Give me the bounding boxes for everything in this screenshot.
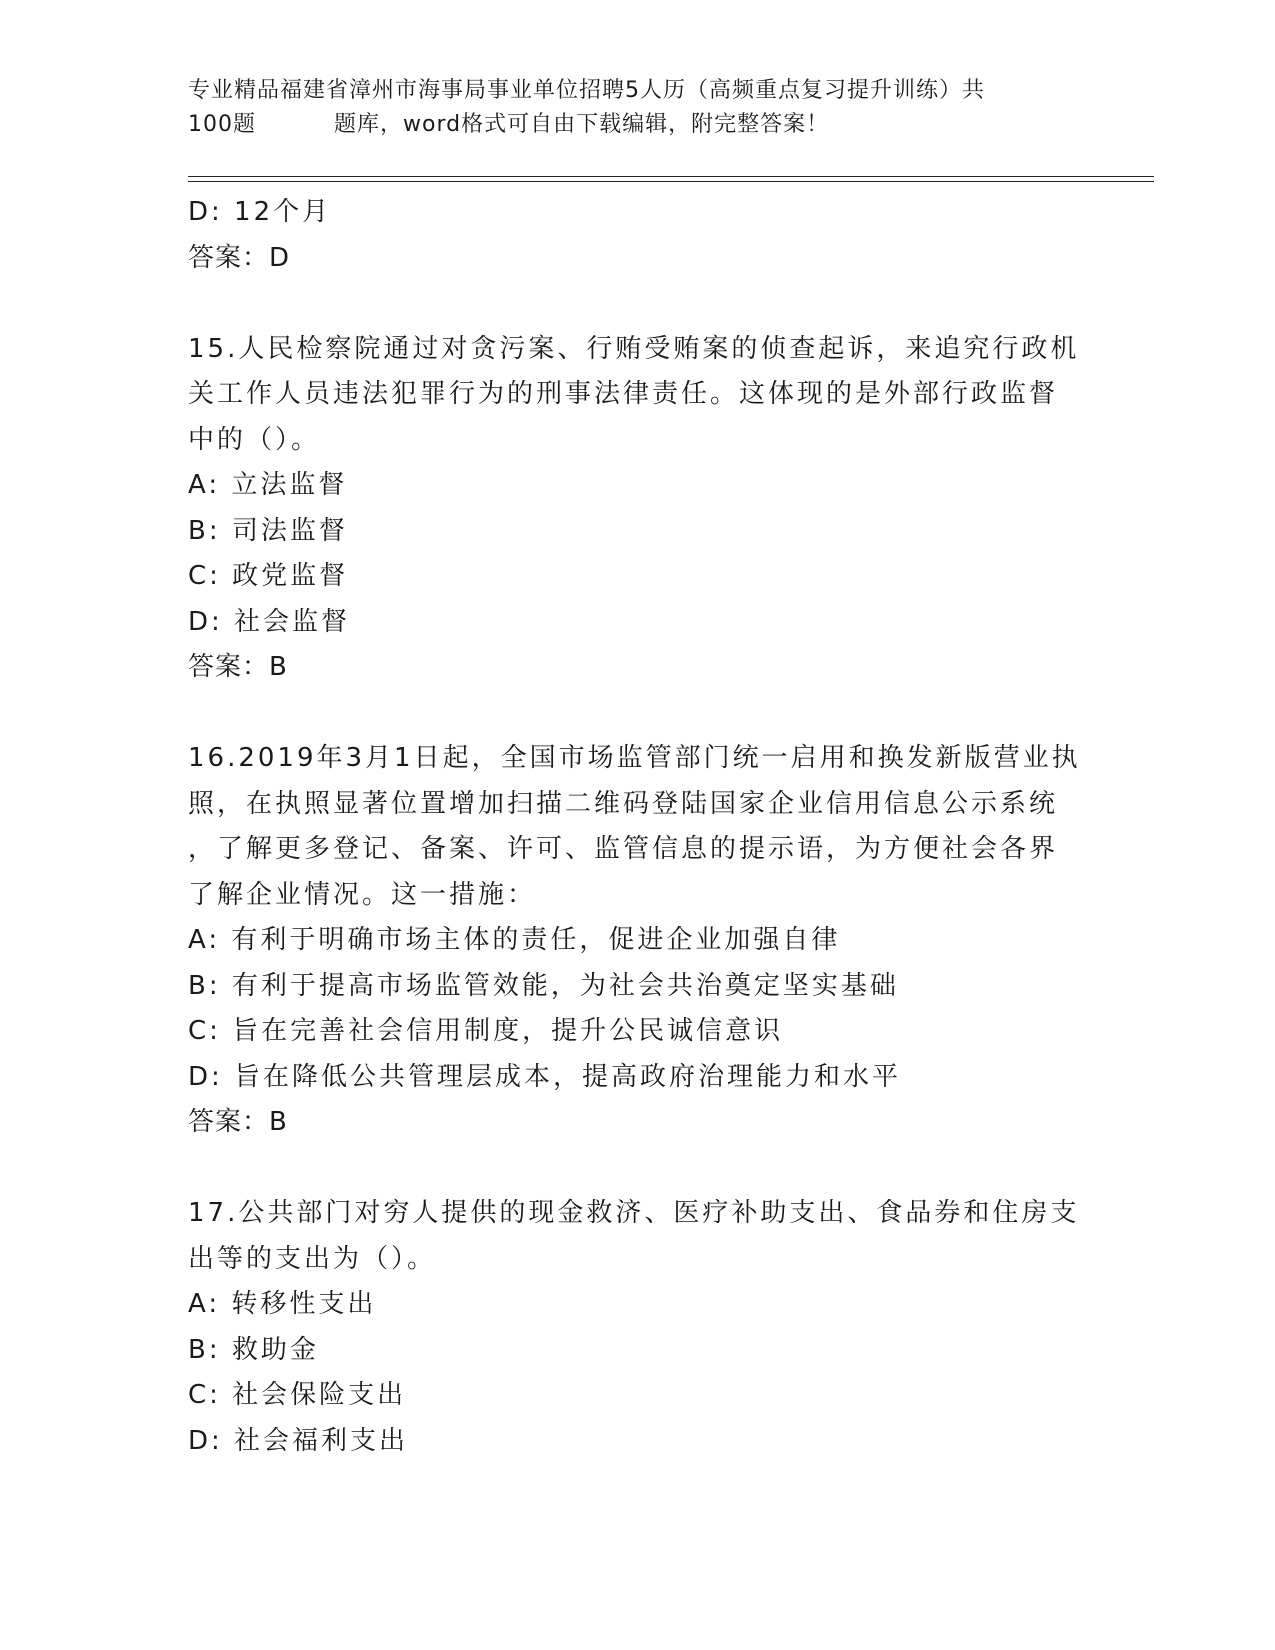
option-b: B: 有利于提高市场监管效能，为社会共治奠定坚实基础: [188, 970, 899, 1001]
header-line-2: [188, 108, 1088, 142]
option-c: C: 政党监督: [188, 561, 349, 591]
option-d: D: 社会福利支出: [188, 1425, 409, 1456]
header-line-1: 专业精品福建省漳州市海事局事业单位招聘5人历（高频重点复习提升训练）共: [188, 78, 985, 103]
question-15: [188, 327, 1108, 691]
option-a: A: 转移性支出: [188, 1289, 377, 1319]
question-content: [188, 190, 1108, 1464]
option-c: C: 社会保险支出: [188, 1380, 407, 1410]
answer: 答案：B: [188, 652, 288, 682]
question-text-line: 17.公共部门对穷人提供的现金救济、医疗补助支出、食品券和住房支: [188, 1198, 1080, 1228]
question-text-line: ，了解更多登记、备案、许可、监管信息的提示语，为方便社会各界: [188, 834, 1059, 864]
option-a: A: 有利于明确市场主体的责任，促进企业加强自律: [188, 925, 841, 955]
header-rule-top: [188, 176, 1154, 177]
question-text-line: 照，在执照显著位置增加扫描二维码登陆国家企业信用信息公示系统: [188, 788, 1059, 819]
header-question-count: 100题: [188, 112, 256, 137]
question-text-line: 关工作人员违法犯罪行为的刑事法律责任。这体现的是外部行政监督: [188, 379, 1059, 409]
option-b: B: 司法监督: [188, 515, 348, 546]
question-text-line: 中的（）。: [188, 424, 321, 455]
header-description: 题库，word格式可自由下载编辑，附完整答案！: [334, 112, 830, 137]
question-text-line: 16.2019年3月1日起，全国市场监管部门统一启用和换发新版营业执: [188, 743, 1081, 773]
question-17: [188, 1191, 1108, 1464]
question-text-line: 15.人民检察院通过对贪污案、行贿受贿案的侦查起诉，来追究行政机: [188, 333, 1080, 364]
option-a: A: 立法监督: [188, 470, 348, 500]
option-d: D: 社会监督: [188, 606, 351, 637]
question-text-line: 出等的支出为（）。: [188, 1243, 437, 1274]
question-text-line: 了解企业情况。这一措施：: [188, 879, 537, 910]
prev-answer: 答案：D: [188, 242, 291, 273]
option-d: D: 旨在降低公共管理层成本，提高政府治理能力和水平: [188, 1061, 902, 1092]
option-c: C: 旨在完善社会信用制度，提升公民诚信意识: [188, 1016, 784, 1046]
prev-option-d: D: 12个月: [188, 197, 332, 227]
page-header: [188, 74, 1088, 142]
header-rule-bottom: [188, 181, 1154, 182]
option-b: B: 救助金: [188, 1334, 319, 1365]
question-16: [188, 736, 1108, 1146]
answer: 答案：B: [188, 1107, 288, 1137]
